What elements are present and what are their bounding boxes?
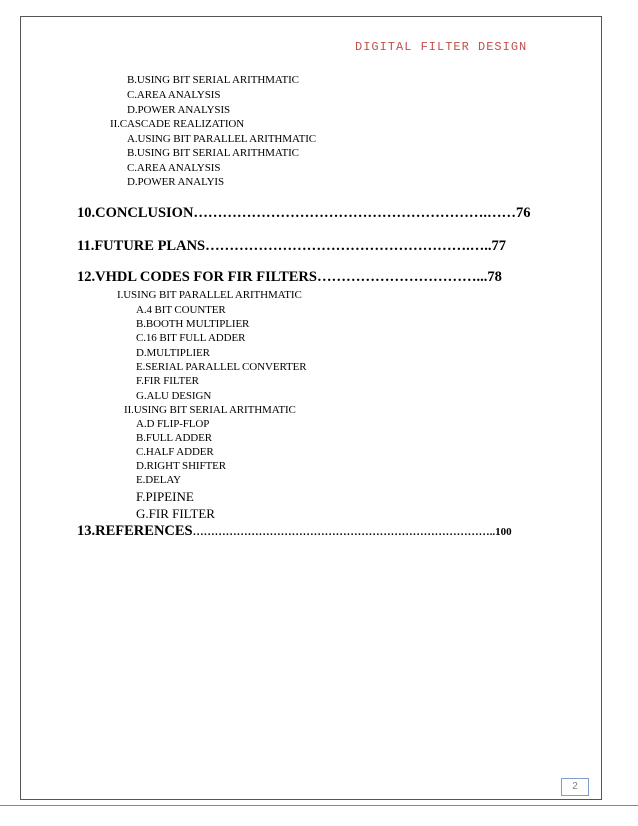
toc-entry: G.ALU DESIGN [136, 390, 212, 402]
toc-entry: C.16 BIT FULL ADDER [136, 332, 246, 344]
toc-entry: D.POWER ANALYSIS [127, 104, 231, 116]
toc-entry: C.AREA ANALYSIS [127, 89, 221, 101]
toc-entry: F.PIPEINE [136, 489, 194, 504]
toc-entry: I.USING BIT PARALLEL ARITHMATIC [117, 289, 302, 301]
references-label: 13.REFERENCES [77, 523, 193, 539]
toc-section-conclusion: 10.CONCLUSION…………………………………………………….……76 [77, 205, 531, 221]
toc-entry: D.POWER ANALYIS [127, 176, 225, 188]
toc-entry: B.USING BIT SERIAL ARITHMATIC [127, 147, 299, 159]
toc-entry: B.USING BIT SERIAL ARITHMATIC [127, 74, 299, 86]
toc-entry: D.MULTIPLIER [136, 347, 210, 359]
references-dots: ………………………………………………………………………..100 [192, 526, 512, 538]
toc-entry: A.D FLIP-FLOP [136, 418, 210, 430]
toc-entry: E.SERIAL PARALLEL CONVERTER [136, 361, 307, 373]
toc-section-future-plans: 11.FUTURE PLANS……………………………………………….…..77 [77, 238, 506, 254]
toc-section-references [77, 522, 512, 540]
toc-entry: C.AREA ANALYSIS [127, 162, 221, 174]
toc-entry: A.USING BIT PARALLEL ARITHMATIC [127, 133, 317, 145]
toc-entry: B.BOOTH MULTIPLIER [136, 318, 250, 330]
toc-entry: A.4 BIT COUNTER [136, 304, 226, 316]
toc-entry: B.FULL ADDER [136, 432, 213, 444]
page-number: 2 [561, 778, 589, 796]
toc-entry: C.HALF ADDER [136, 446, 214, 458]
toc-entry: II.USING BIT SERIAL ARITHMATIC [124, 404, 296, 416]
bottom-rule [0, 805, 638, 806]
toc-entry: E.DELAY [136, 474, 182, 486]
toc-entry: F.FIR FILTER [136, 375, 199, 387]
toc-entry: II.CASCADE REALIZATION [110, 118, 245, 130]
toc-entry: G.FIR FILTER [136, 506, 215, 521]
toc-entry: D.RIGHT SHIFTER [136, 460, 226, 472]
running-header: DIGITAL FILTER DESIGN [355, 40, 528, 54]
toc-section-vhdl-codes: 12.VHDL CODES FOR FIR FILTERS……………………………...78 [77, 269, 502, 285]
